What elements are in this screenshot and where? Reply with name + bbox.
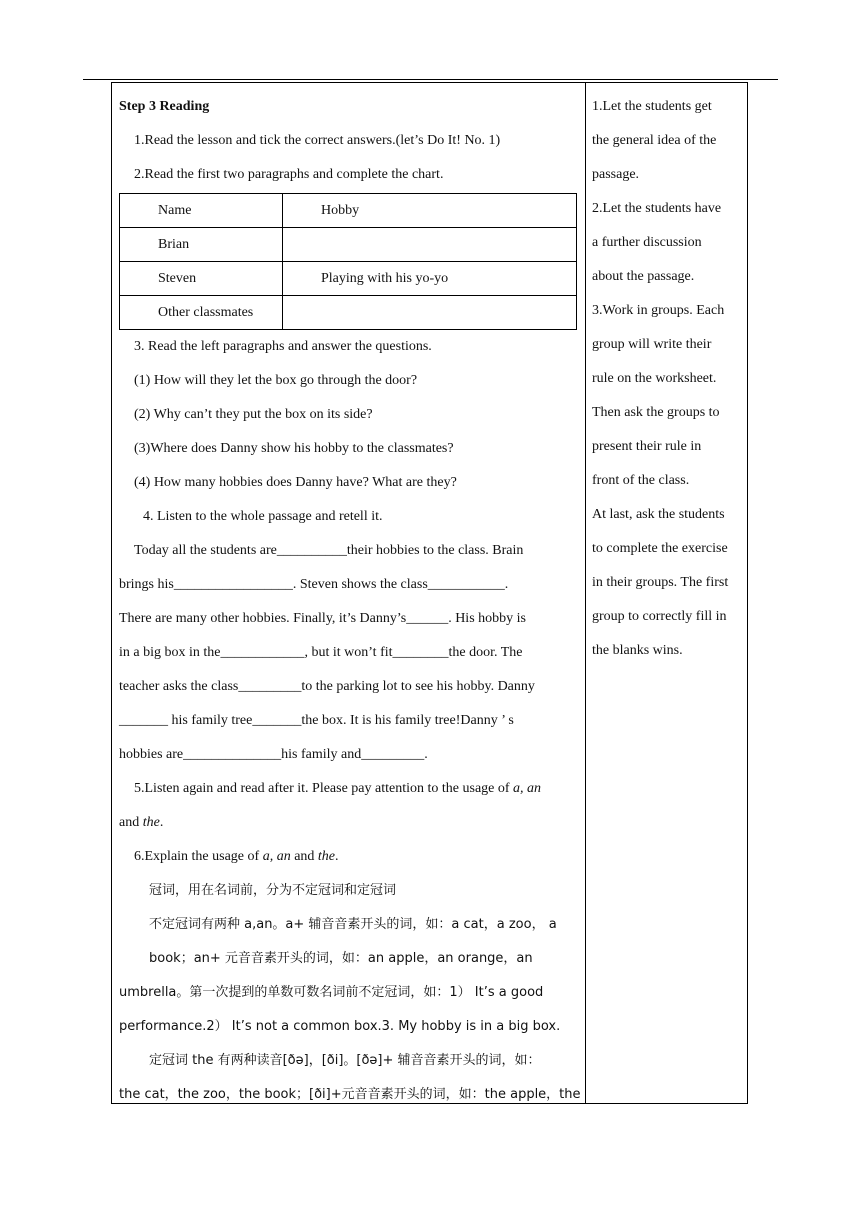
retell-line: brings his_________________. Steven shows the class___________. — [119, 577, 509, 592]
side-note-line: a further discussion — [592, 235, 702, 250]
task-5-emphasis-the: the — [142, 815, 160, 830]
grammar-line: 不定冠词有两种 a,an。a+ 辅音音素开头的词，如：a cat，a zoo， a — [149, 917, 557, 932]
side-note-line: 2.Let the students have — [592, 201, 722, 216]
question-2: (2) Why can’t they put the box on its side? — [134, 407, 373, 422]
side-note-line: rule on the worksheet. — [592, 371, 717, 386]
task-5-text: 5.Listen again and read after it. Please pay attention to the usage of — [134, 781, 514, 796]
main-column — [119, 90, 580, 1112]
step-title: Step 3 Reading — [119, 99, 210, 114]
grammar-line: the cat，the zoo，the book；[ði]+元音音素开头的词，如：the apple，the — [119, 1087, 581, 1102]
retell-line: Today all the students are__________their hobbies to the class. Brain — [134, 543, 524, 558]
task-3: 3. Read the left paragraphs and answer the questions. — [134, 339, 432, 354]
task-6 — [119, 840, 580, 874]
side-note-line: the blanks wins. — [592, 643, 683, 658]
task-6-emphasis-a-an: a, an — [262, 849, 291, 864]
retell-line: teacher asks the class_________to the parking lot to see his hobby. Danny — [119, 679, 535, 694]
side-note-line: the general idea of the — [592, 133, 717, 148]
column-divider — [585, 82, 586, 1104]
teaching-notes-column — [592, 90, 742, 668]
side-note-line: about the passage. — [592, 269, 695, 284]
task-5-cont — [119, 806, 580, 840]
side-note-line: in their groups. The first — [592, 575, 729, 590]
chart-cell-name: Other classmates — [120, 296, 283, 330]
task-6-emphasis-the: the — [317, 849, 336, 864]
task-6-period: . — [335, 849, 339, 864]
chart-cell-hobby[interactable] — [283, 228, 577, 262]
question-1: (1) How will they let the box go through the door? — [134, 373, 418, 388]
chart-cell-name: Brian — [120, 228, 283, 262]
chart-header-name: Name — [120, 194, 283, 228]
side-note-line: to complete the exercise — [592, 541, 728, 556]
side-note-line: 1.Let the students get — [592, 99, 712, 114]
task-2: 2.Read the first two paragraphs and complete the chart. — [134, 167, 444, 182]
retell-line: hobbies are______________his family and_________. — [119, 747, 428, 762]
hobby-chart — [119, 193, 577, 330]
side-note-line: Then ask the groups to — [592, 405, 720, 420]
side-note-line: front of the class. — [592, 473, 690, 488]
retell-line: _______ his family tree_______the box. It is his family tree!Danny ’ s — [119, 713, 514, 728]
side-note-line: group will write their — [592, 337, 712, 352]
chart-row — [120, 296, 577, 330]
task-5-period: . — [159, 815, 164, 830]
question-4: (4) How many hobbies does Danny have? What are they? — [134, 475, 457, 490]
side-note-line: 3.Work in groups. Each — [592, 303, 725, 318]
question-3: (3)Where does Danny show his hobby to the classmates? — [134, 441, 454, 456]
side-note-line: At last, ask the students — [592, 507, 725, 522]
grammar-line: umbrella。第一次提到的单数可数名词前不定冠词，如：1） It’s a good — [119, 985, 544, 1000]
side-note-line: passage. — [592, 167, 640, 182]
grammar-line: performance.2） It’s not a common box.3. My hobby is in a big box. — [119, 1019, 561, 1034]
chart-row — [120, 228, 577, 262]
grammar-line: book；an+ 元音音素开头的词，如：an apple，an orange，an — [149, 951, 533, 966]
task-4: 4. Listen to the whole passage and retell it. — [143, 509, 383, 524]
task-5-cont-text: and — [119, 815, 143, 830]
task-5-emphasis: a, an — [513, 781, 542, 796]
grammar-line: 冠词，用在名词前，分为不定冠词和定冠词 — [149, 883, 397, 898]
chart-row — [120, 262, 577, 296]
chart-cell-hobby: Playing with his yo-yo — [283, 262, 577, 296]
task-5 — [119, 772, 580, 806]
task-6-and: and — [290, 849, 318, 864]
side-note-line: present their rule in — [592, 439, 702, 454]
retell-line: There are many other hobbies. Finally, it’s Danny’s______. His hobby is — [119, 611, 526, 626]
chart-cell-hobby[interactable] — [283, 296, 577, 330]
task-6-text: 6.Explain the usage of — [134, 849, 263, 864]
grammar-line: 定冠词 the 有两种读音[ðə]，[ði]。[ðə]+ 辅音音素开头的词，如： — [149, 1053, 541, 1068]
retell-line: in a big box in the____________, but it won’t fit________the door. The — [119, 645, 523, 660]
top-rule — [83, 79, 778, 80]
chart-header-row — [120, 194, 577, 228]
side-note-line: group to correctly fill in — [592, 609, 727, 624]
chart-header-hobby: Hobby — [283, 194, 577, 228]
chart-cell-name: Steven — [120, 262, 283, 296]
task-1: 1.Read the lesson and tick the correct answers.(let’s Do It! No. 1) — [134, 133, 501, 148]
